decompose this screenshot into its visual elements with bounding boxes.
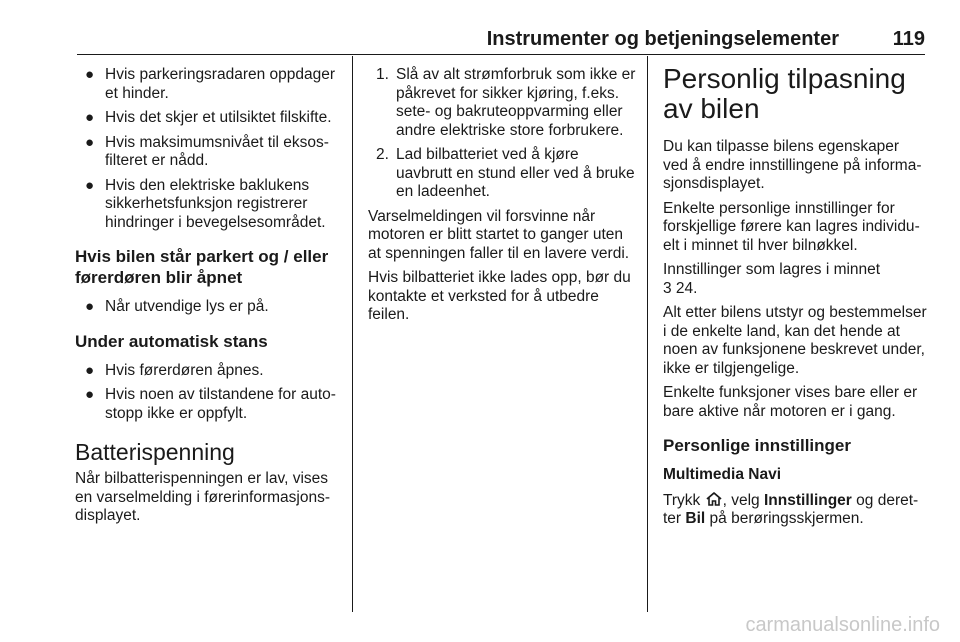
paragraph: Enkelte funksjoner vises bare eller er bare aktive når motoren er i gang. [663, 384, 918, 420]
battery-text: Når bilbatterispenningen er lav, vises en varselmelding i førerinformasjonsdisplayet. [75, 470, 330, 524]
instruction: Trykk , velg Innstillinger og deretter Bil på berøringsskjermen. [663, 491, 919, 527]
header-divider [77, 54, 925, 55]
section-title: Personlig tilpasning av bilen [663, 63, 906, 124]
heading-autostop: Under automatisk stans [75, 331, 268, 351]
list-item: ● Når utvendige lys er på. [85, 298, 269, 315]
paragraph: Enkelte personlige innstillinger for forskjellige førere kan lagres individuelt i minnet til hver bilnøkkel. [663, 199, 920, 254]
paragraph: Hvis bilbatteriet ikke lades opp, bør du kontakte et verksted for å utbedre feilen. [368, 269, 631, 323]
heading-battery: Batterispenning [75, 439, 235, 465]
list-item: ● Hvis noen av tilstandene for autostopp ikke er oppfylt. [85, 386, 336, 422]
list-item: ● Hvis parkeringsradaren oppdager et hinder. [85, 66, 336, 102]
page-reference: 3 24. [663, 279, 698, 297]
list-item: ● Hvis maksimumsnivået til eksosfilteret er nådd. [85, 133, 329, 169]
watermark: carmanualsonline.info [745, 614, 940, 636]
paragraph: Alt etter bilens utstyr og bestemmelser i de enkelte land, kan det hende at noen av funksjonene beskrevet under, ikke er tilgjengelige. [663, 304, 927, 377]
paragraph: Varselmeldingen vil forsvinne når motoren er blitt startet to ganger uten at spenningen faller til en lavere verdi. [368, 207, 630, 262]
subheading-multimedia: Multimedia Navi [663, 466, 781, 483]
header-title: Instrumenter og betjeningselementer [486, 28, 839, 50]
step-item: 2. Lad bilbatteriet ved å kjøre uavbrutt en stund eller ved å bruke en ladeenhet. [376, 146, 635, 200]
column-3 [663, 63, 927, 535]
column-divider-1 [352, 56, 353, 612]
column-2 [368, 66, 636, 331]
list-item: ● Hvis det skjer et utilsiktet filskifte. [85, 109, 332, 126]
column-1 [75, 66, 345, 532]
home-icon [705, 491, 723, 507]
heading-parked: Hvis bilen står parkert og / eller førerdøren blir åpnet [75, 247, 329, 287]
heading-settings: Personlige innstillinger [663, 436, 851, 455]
column-divider-2 [647, 56, 648, 612]
paragraph: Du kan tilpasse bilens egenskaper ved å endre innstillingene på informasjonsdisplayet. [663, 138, 922, 192]
list-item: ● Hvis førerdøren åpnes. [85, 361, 264, 379]
list-item: ● Hvis den elektriske baklukens sikkerhetsfunksjon registrerer hindringer i bevegelsesområdet. [85, 176, 326, 231]
step-item: 1. Slå av alt strømforbruk som ikke er påkrevet for sikker kjøring, f.eks. sete- og bakruteoppvarming eller andre elektriske store forbrukere. [376, 66, 636, 139]
paragraph: Innstillinger som lagres i minnet 3 24. [663, 261, 881, 297]
page-number: 119 [892, 28, 925, 50]
page-header [0, 28, 925, 56]
